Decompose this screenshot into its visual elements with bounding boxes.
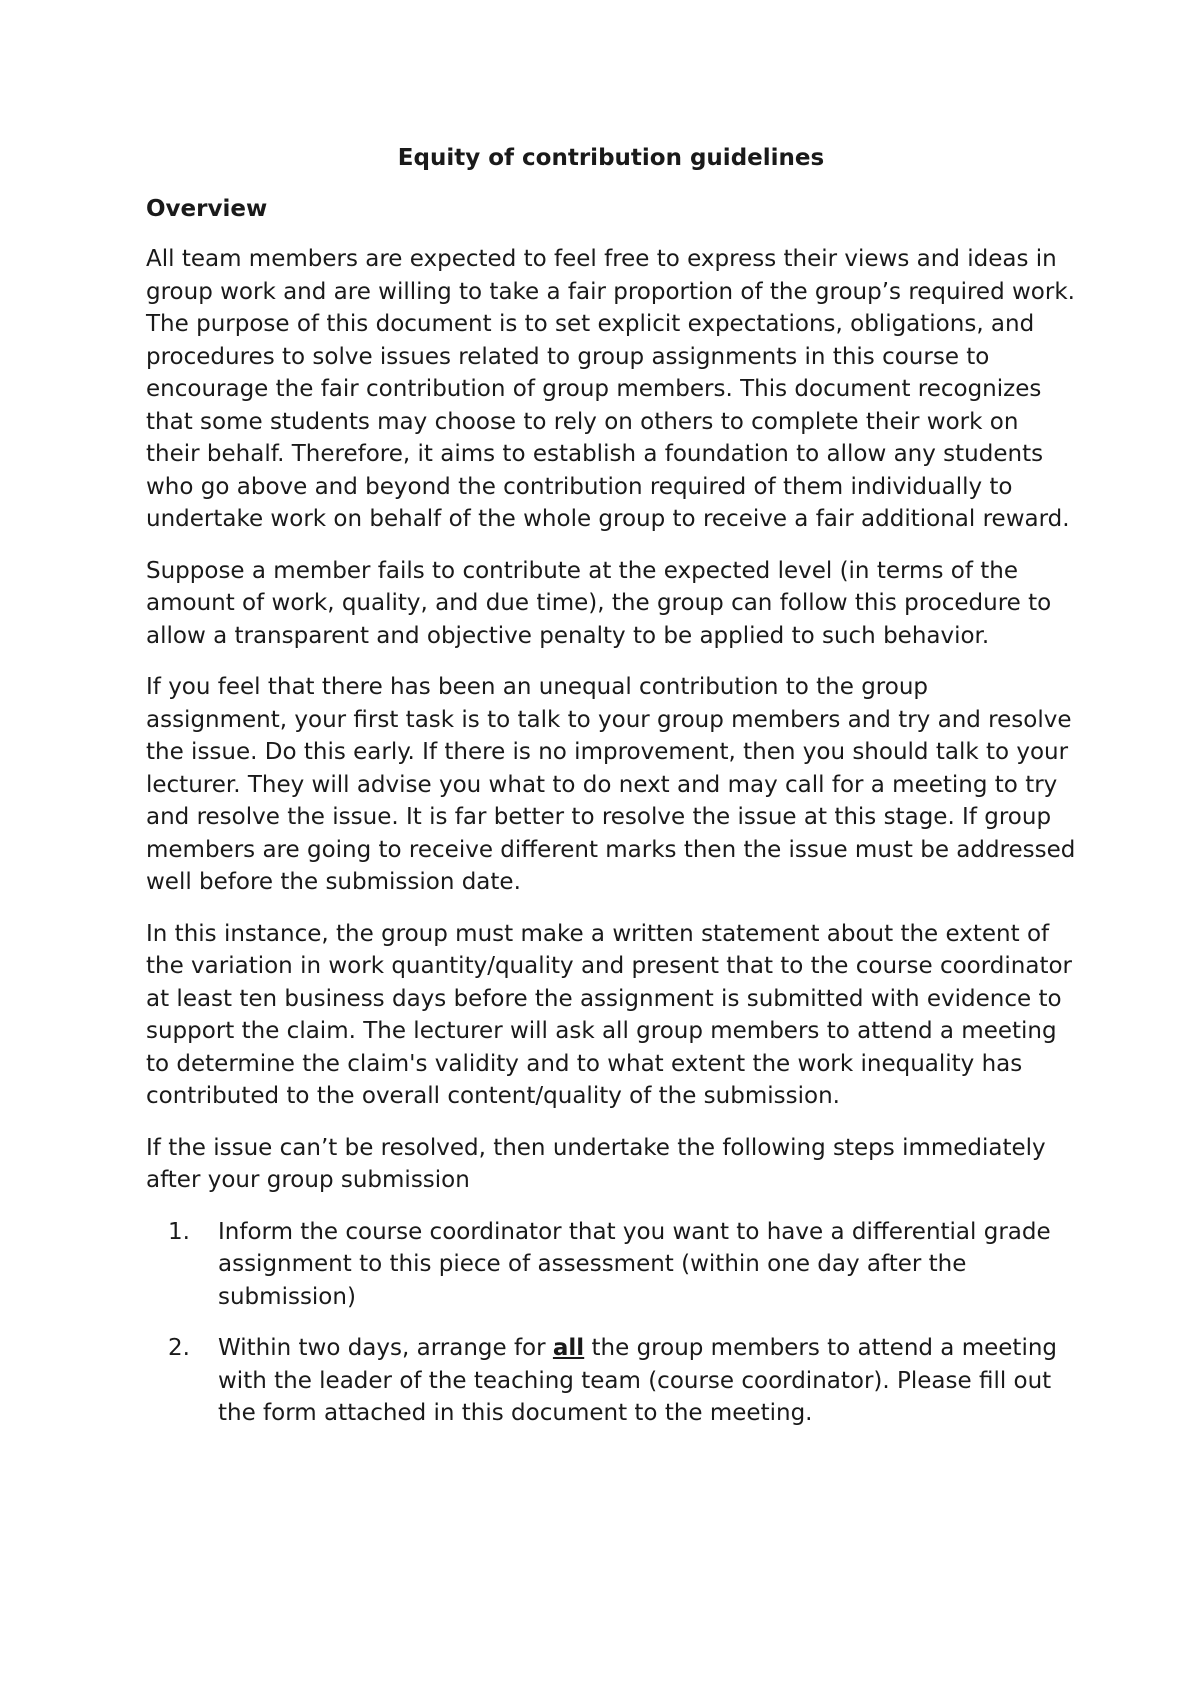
step-text-before: Within two days, arrange for (218, 1335, 553, 1361)
step-emphasis-all: all (552, 1335, 585, 1361)
section-heading-overview: Overview (146, 195, 268, 222)
paragraph-written-statement: In this instance, the group must make a written statement about the extent of the variation in work quantity/quality and present that to the course coordinator at least ten business days before the assignment is submitted with evidence to support the claim. The lecturer will ask all group members to attend a meeting to determine the claim's validity and to what extent the work inequality has contributed to the overall content/quality of the submission. (146, 920, 1072, 1109)
steps-list (146, 1216, 1076, 1430)
step-text (218, 1332, 1076, 1430)
document-title: Equity of contribution guidelines (397, 145, 825, 171)
step-number: 2. (168, 1335, 190, 1361)
step-number: 1. (168, 1218, 190, 1245)
paragraph-penalty: Suppose a member fails to contribute at the expected level (in terms of the amount of work, quality, and due time), the group can follow this procedure to allow a transparent and objective penalty to be applied to such behavior. (146, 557, 1052, 649)
step-text: Inform the course coordinator that you want to have a differential grade assignment to this piece of assessment (within one day after the submission) (218, 1218, 1051, 1310)
list-item (146, 1216, 1076, 1314)
step-text-after: the group members to attend a meeting with the leader of the teaching team (course coordinator). Please fill out the form attached in this document to the meeting. (218, 1335, 1058, 1426)
paragraph-intro: All team members are expected to feel free to express their views and ideas in group work and are willing to take a fair proportion of the group’s required work. The purpose of this document is to set explicit expectations, obligations, and procedures to solve issues related to group assignments in this course to encourage the fair contribution of group members. This document recognizes that some students may choose to rely on others to complete their work on their behalf. Therefore, it aims to establish a foundation to allow any students who go above and beyond the contribution required of them individually to undertake work on behalf of the whole group to receive a fair additional reward. (146, 246, 1075, 532)
paragraph-unequal-contribution: If you feel that there has been an unequal contribution to the group assignment, your first task is to talk to your group members and try and resolve the issue. Do this early. If there is no improvement, then you should talk to your lecturer. They will advise you what to do next and may call for a meeting to try and resolve the issue. It is far better to resolve the issue at this stage. If group members are going to receive different marks then the issue must be addressed well before the submission date. (146, 674, 1076, 895)
list-item (146, 1332, 1076, 1430)
document-page (146, 142, 1076, 1449)
paragraph-steps-intro: If the issue can’t be resolved, then undertake the following steps immediately after your group submission (146, 1134, 1046, 1193)
